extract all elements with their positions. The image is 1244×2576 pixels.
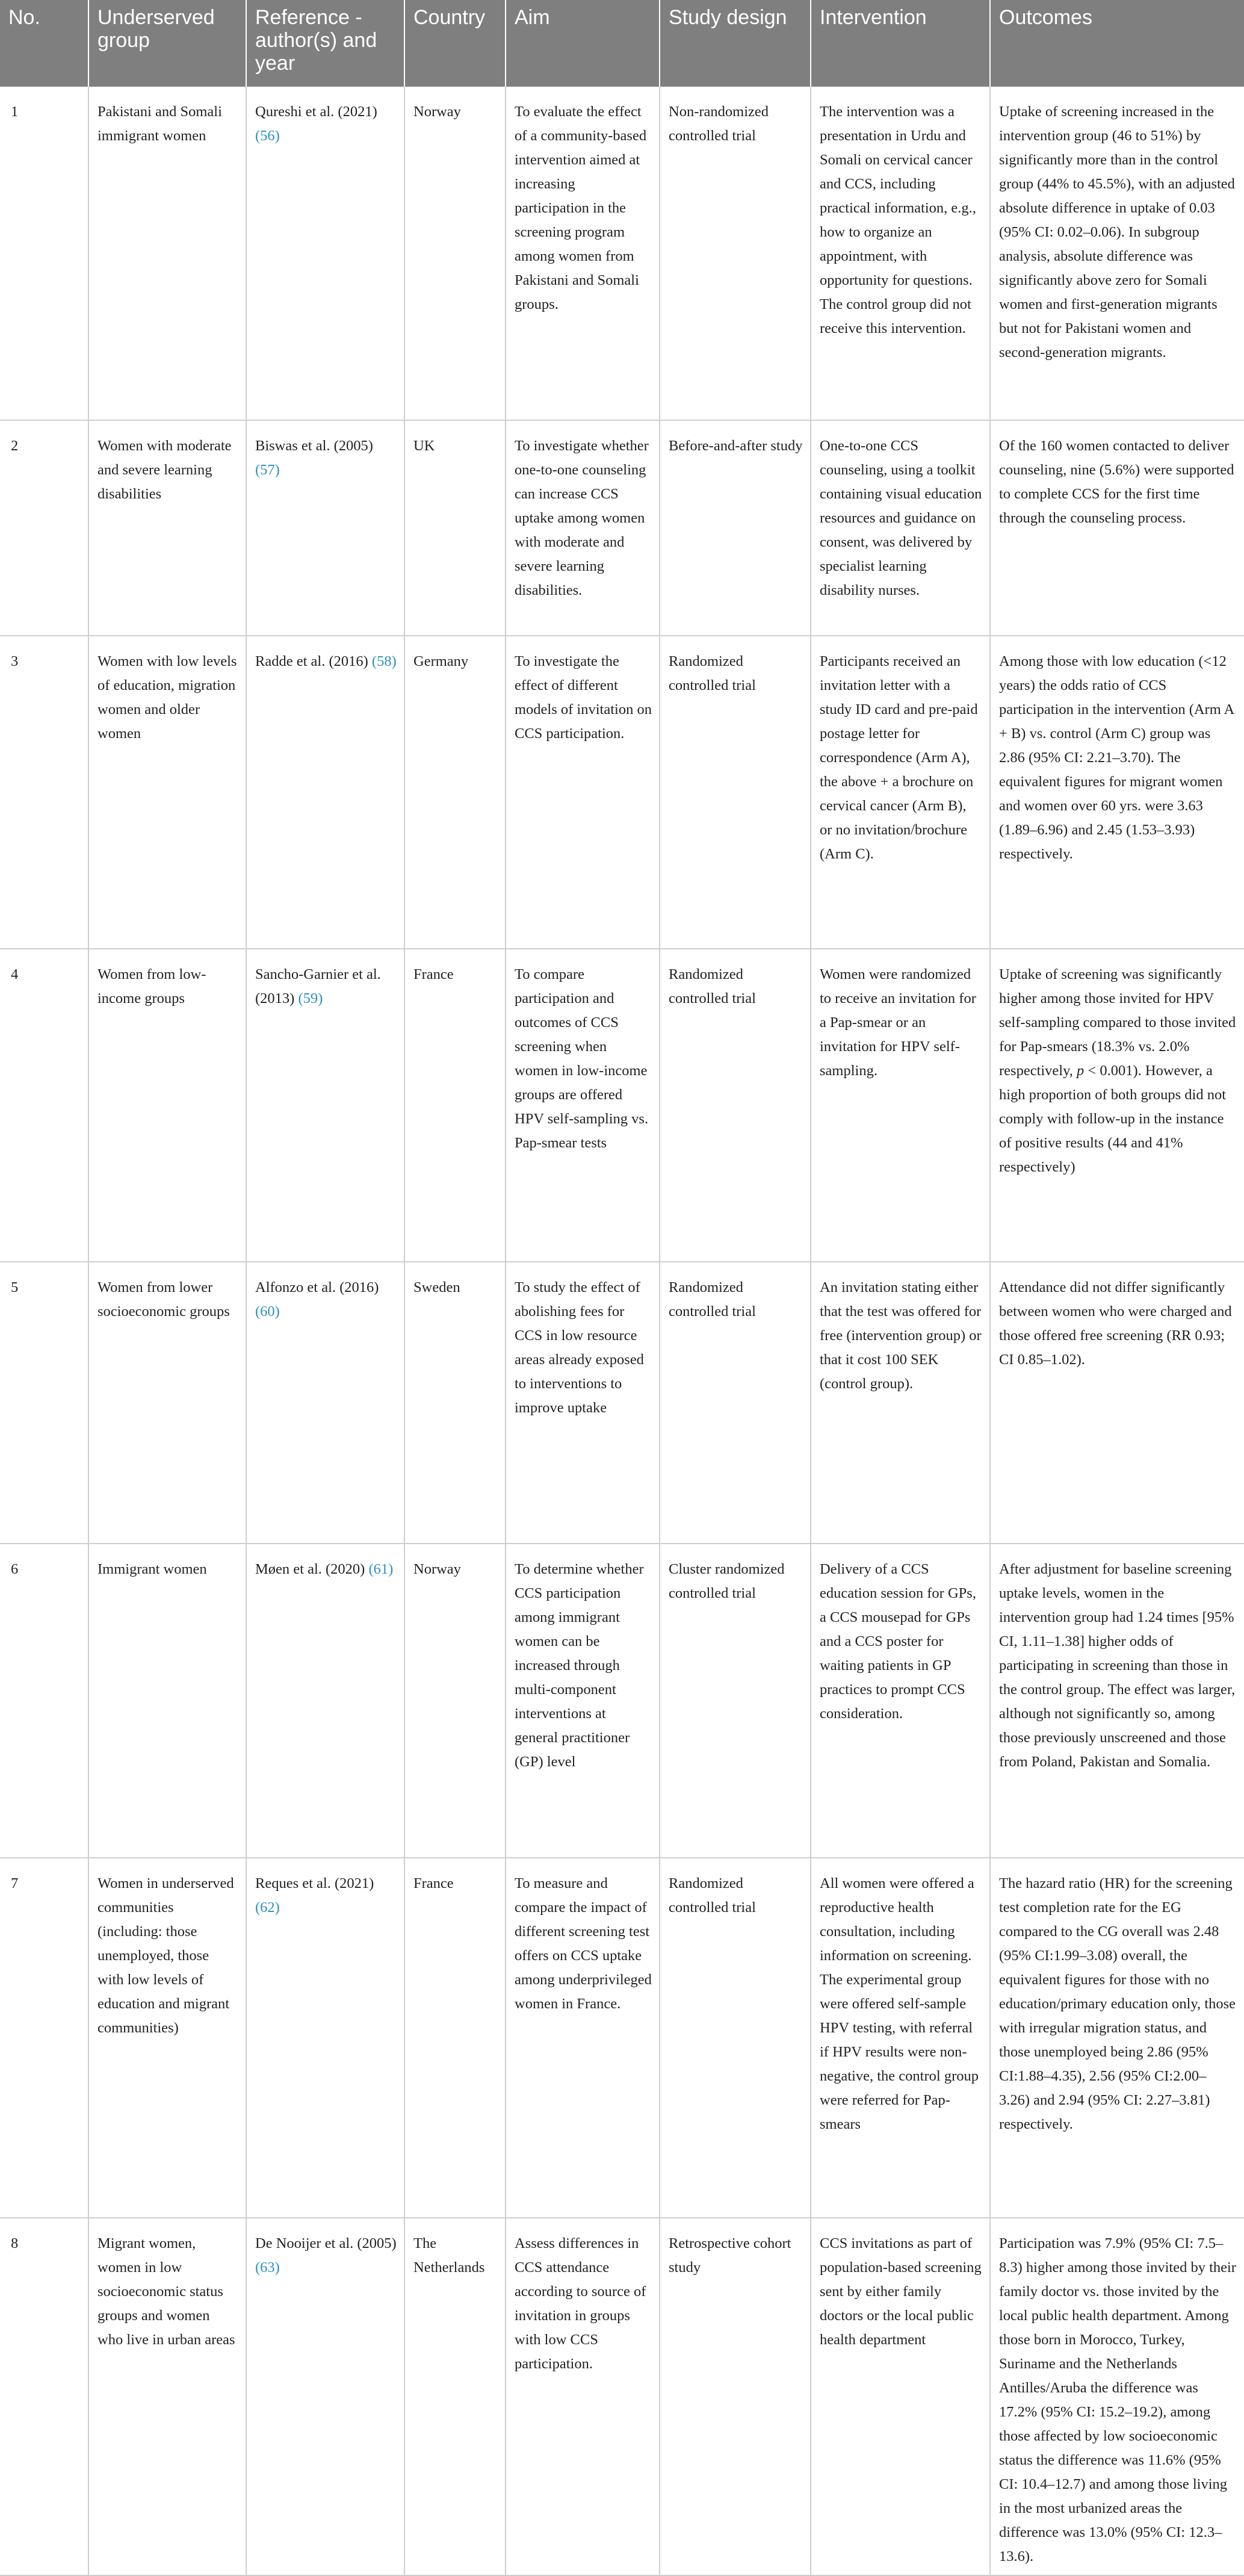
cell-design: Randomized controlled trial [660,1262,811,1544]
p-value-symbol: p [1077,1063,1085,1079]
cell-country: France [404,1858,506,2218]
cell-outcomes: After adjustment for baseline screening uptake levels, women in the intervention group had 1.24 times [95% CI, 1.11–1.38] higher odds of participating in screening than those in the control group. The effect was larger, although not significantly so, among those previously unscreened and those from Poland, Pakistan and Somalia. [990,1544,1244,1858]
ref-text: Alfonzo et al. (2016) [255,1279,379,1296]
cell-aim: To study the effect of abolishing fees for CCS in low resource areas already exposed to interventions to improve uptake [506,1262,660,1544]
outcomes-text-a: Uptake of screening was significantly higher among those invited for HPV self-sampling compared to those invited for Pap-smears (18.3% vs. 2.0% respectively, [999,966,1236,1079]
cell-reference: Sancho-Garnier et al. (2013) (59) [246,949,404,1262]
cell-group: Women from lower socioeconomic groups [88,1262,246,1544]
cell-no: 7 [0,1858,88,2218]
cell-aim: To determine whether CCS participation among immigrant women can be increased through multi-component interventions at general practitioner (GP) level [506,1544,660,1858]
table-row [0,636,1244,949]
ref-text: Sancho-Garnier et al. (2013) [255,966,381,1007]
cell-reference: Møen et al. (2020) (61) [246,1544,404,1858]
cell-design: Randomized controlled trial [660,1858,811,2218]
cell-intervention: All women were offered a reproductive health consultation, including information on screening. The experimental group were offered self-sample HPV testing, with referral if HPV results were non-negative, the control group were referred for Pap-smears [811,1858,990,2218]
cell-outcomes: The hazard ratio (HR) for the screening test completion rate for the EG compared to the CG overall was 2.48 (95% CI:1.99–3.08) overall, the equivalent figures for those with no education/primary education only, those with irregular migration status, and those unemployed being 2.86 (95% CI:1.88–4.35), 2.56 (95% CI:2.00–3.26) and 2.94 (95% CI: 2.27–3.81) respectively. [990,1858,1244,2218]
cell-aim: To investigate the effect of different models of invitation on CCS participation. [506,636,660,949]
cell-reference: Qureshi et al. (2021) (56) [246,87,404,420]
table-row [0,1858,1244,2218]
cell-reference: De Nooijer et al. (2005) (63) [246,2218,404,2575]
cell-aim: To compare participation and outcomes of CCS screening when women in low-income groups are offered HPV self-sampling vs. Pap-smear tests [506,949,660,1262]
ref-link[interactable]: 56 [260,128,275,144]
ref-text: Qureshi et al. (2021) [255,104,377,120]
cell-design: Randomized controlled trial [660,636,811,949]
cell-group: Pakistani and Somali immigrant women [88,87,246,420]
outcomes-text-b: < 0.001). However, a high proportion of both groups did not comply with follow-up in the instance of positive results (44 and 41% respectively) [999,1063,1227,1175]
table-header [0,0,1244,87]
cell-intervention: An invitation stating either that the test was offered for free (intervention group) or that it cost 100 SEK (control group). [811,1262,990,1544]
cell-group: Women from low-income groups [88,949,246,1262]
cell-intervention: CCS invitations as part of population-based screening sent by either family doctors or the local public health department [811,2218,990,2575]
cell-country: Norway [404,1544,506,1858]
cell-outcomes: Among those with low education (<12 years) the odds ratio of CCS participation in the intervention (Arm A + B) vs. control (Arm C) group was 2.86 (95% CI: 2.21–3.70). The equivalent figures for migrant women and women over 60 yrs. were 3.63 (1.89–6.96) and 2.45 (1.53–3.93) respectively. [990,636,1244,949]
cell-design: Non-randomized controlled trial [660,87,811,420]
cell-intervention: One-to-one CCS counseling, using a toolkit containing visual education resources and guidance on consent, was delivered by specialist learning disability nurses. [811,420,990,636]
cell-outcomes: Of the 160 women contacted to deliver counseling, nine (5.6%) were supported to complete CCS for the first time through the counseling process. [990,420,1244,636]
cell-country: The Netherlands [404,2218,506,2575]
header-design: Study design [660,0,811,87]
table-row [0,87,1244,420]
cell-group: Immigrant women [88,1544,246,1858]
cell-no: 8 [0,2218,88,2575]
cell-no: 5 [0,1262,88,1544]
cell-aim: To evaluate the effect of a community-based intervention aimed at increasing participation in the screening program among women from Pakistani and Somali groups. [506,87,660,420]
cell-no: 6 [0,1544,88,1858]
cell-no: 4 [0,949,88,1262]
table-row [0,1544,1244,1858]
cell-outcomes [990,949,1244,1262]
ref-link[interactable]: 62 [260,1899,275,1916]
cell-design: Before-and-after study [660,420,811,636]
cell-aim: To investigate whether one-to-one counseling can increase CCS uptake among women with moderate and severe learning disabilities. [506,420,660,636]
ref-link[interactable]: 57 [260,462,275,478]
cell-design: Retrospective cohort study [660,2218,811,2575]
cell-country: Germany [404,636,506,949]
ref-link[interactable]: 60 [260,1303,275,1320]
cell-country: France [404,949,506,1262]
table-row [0,949,1244,1262]
cell-group: Migrant women, women in low socioeconomic status groups and women who live in urban areas [88,2218,246,2575]
ref-text: Radde et al. (2016) [255,653,368,669]
cell-no: 2 [0,420,88,636]
header-aim: Aim [506,0,660,87]
cell-no: 3 [0,636,88,949]
cell-intervention: Women were randomized to receive an invitation for a Pap-smear or an invitation for HPV self-sampling. [811,949,990,1262]
cell-reference: Reques et al. (2021) (62) [246,1858,404,2218]
cell-aim: Assess differences in CCS attendance according to source of invitation in groups with low CCS participation. [506,2218,660,2575]
cell-country: Sweden [404,1262,506,1544]
cell-design: Cluster randomized controlled trial [660,1544,811,1858]
table-row [0,420,1244,636]
cell-intervention: Delivery of a CCS education session for GPs, a CCS mousepad for GPs and a CCS poster for waiting patients in GP practices to prompt CCS consideration. [811,1544,990,1858]
header-no: No. [0,0,88,87]
cell-group: Women with low levels of education, migration women and older women [88,636,246,949]
ref-text: Biswas et al. (2005) [255,438,373,454]
cell-reference: Alfonzo et al. (2016) (60) [246,1262,404,1544]
header-country: Country [404,0,506,87]
ref-link[interactable]: 59 [303,990,318,1007]
cell-outcomes: Attendance did not differ significantly between women who were charged and those offered free screening (RR 0.93; CI 0.85–1.02). [990,1262,1244,1544]
cell-group: Women with moderate and severe learning disabilities [88,420,246,636]
cell-reference: Biswas et al. (2005) (57) [246,420,404,636]
header-intervention: Intervention [811,0,990,87]
cell-outcomes: Uptake of screening increased in the intervention group (46 to 51%) by significantly more than in the control group (44% to 45.5%), with an adjusted absolute difference in uptake of 0.03 (95% CI: 0.02–0.06). In subgroup analysis, absolute difference was significantly above zero for Somali women and first-generation migrants but not for Pakistani women and second-generation migrants. [990,87,1244,420]
cell-group: Women in underserved communities (including: those unemployed, those with low levels of education and migrant communities) [88,1858,246,2218]
cell-design: Randomized controlled trial [660,949,811,1262]
cell-aim: To measure and compare the impact of different screening test offers on CCS uptake among underprivileged women in France. [506,1858,660,2218]
ref-text: De Nooijer et al. (2005) [255,2235,397,2252]
ref-link[interactable]: 63 [260,2259,275,2276]
ref-text: Møen et al. (2020) [255,1561,365,1577]
cell-country: UK [404,420,506,636]
table-row [0,1262,1244,1544]
cell-no: 1 [0,87,88,420]
ref-link[interactable]: 61 [373,1561,389,1577]
cell-intervention: The intervention was a presentation in Urdu and Somali on cervical cancer and CCS, including practical information, e.g., how to organize an appointment, with opportunity for questions. The control group did not receive this intervention. [811,87,990,420]
header-group: Underserved group [88,0,246,87]
cell-reference: Radde et al. (2016) (58) [246,636,404,949]
cell-intervention: Participants received an invitation letter with a study ID card and pre-paid postage letter for correspondence (Arm A), the above + a brochure on cervical cancer (Arm B), or no invitation/brochure (Arm C). [811,636,990,949]
ref-link[interactable]: 58 [377,653,392,669]
table-row [0,2218,1244,2575]
header-reference: Reference -author(s) and year [246,0,404,87]
cell-country: Norway [404,87,506,420]
header-outcomes: Outcomes [990,0,1244,87]
cell-outcomes: Participation was 7.9% (95% CI: 7.5–8.3) higher among those invited by their family doctor vs. those invited by the local public health department. Among those born in Morocco, Turkey, Suriname and the Netherlands Antilles/Aruba the difference was 17.2% (95% CI: 15.2–19.2), among those affected by low socioeconomic status the difference was 11.6% (95% CI: 10.4–12.7) and among those living in the most urbanized areas the difference was 13.0% (95% CI: 12.3–13.6). [990,2218,1244,2575]
ref-text: Reques et al. (2021) [255,1875,374,1892]
